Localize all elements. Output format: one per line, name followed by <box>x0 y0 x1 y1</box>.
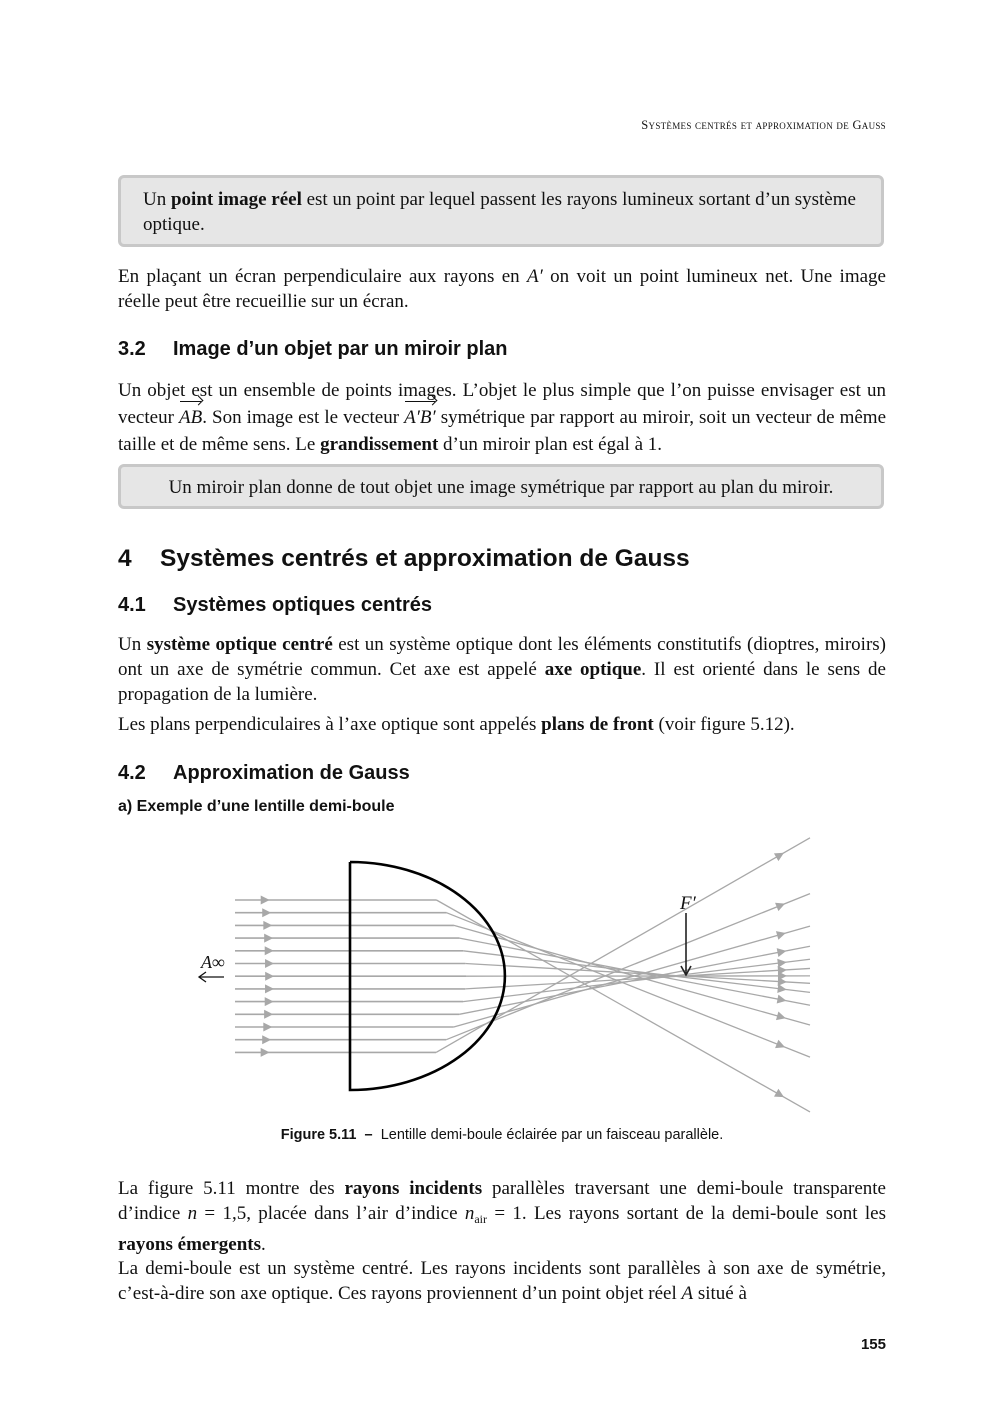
text: d’un miroir plan est égal à 1. <box>438 434 663 455</box>
text: . Il est orienté dans le sens de propagation de la lumière. <box>118 659 886 705</box>
section-title: Approximation de Gauss <box>173 762 410 784</box>
figure-caption <box>0 1127 1004 1143</box>
text: est un système optique dont les éléments constitutifs (dioptres, miroirs) ont un axe de symétrie commun. Cet axe est appelé <box>118 634 886 680</box>
paragraph <box>118 1256 886 1306</box>
math-subscript: air <box>474 1212 487 1226</box>
text: situé à <box>693 1283 747 1304</box>
page-number: 155 <box>860 1336 886 1353</box>
text: Les plans perpendiculaires à l’axe optique sont appelés <box>118 714 542 735</box>
section-number: 4.2 <box>118 762 146 784</box>
box-bold-term: point image réel <box>170 189 302 210</box>
section-number: 3.2 <box>118 338 146 360</box>
section-title: Systèmes optiques centrés <box>173 594 432 616</box>
paragraph <box>118 1176 886 1257</box>
section-number: 4.1 <box>118 594 146 616</box>
text: = 1. Les rayons sortant de la demi-boule sont les <box>487 1203 886 1224</box>
text: = 1,5, placée dans l’air d’indice <box>197 1203 465 1224</box>
text: En plaçant un écran perpendiculaire aux rayons en <box>118 266 528 287</box>
box-text: Un miroir plan donne de tout objet une image symétrique par rapport au plan du miroir. <box>168 477 834 498</box>
text: on voit un point lumineux net. Une image réelle peut être recueillie sur un écran. <box>118 266 886 312</box>
text: . Son image est le vecteur <box>202 407 405 428</box>
bold-term: axe optique <box>544 659 642 680</box>
section-number: 4 <box>118 545 132 572</box>
bold-term: système optique centré <box>146 634 333 655</box>
bold-term: grandissement <box>320 434 439 455</box>
text: Un objet est un ensemble de points images. L’objet le plus simple que l’on puisse envisager est un vecteur <box>118 380 886 428</box>
box-text: Un <box>143 189 171 210</box>
text: La demi-boule est un système centré. Les rayons incidents sont parallèles à son axe de symétrie, c’est-à-dire son axe optique. Ces rayons proviennent d’un point objet réel <box>118 1258 886 1304</box>
caption-label: Figure 5.11 <box>280 1127 357 1143</box>
vector-ab: AB <box>179 404 202 431</box>
box-text: est un point par lequel passent les rayons lumineux sortant d’un système optique. <box>143 189 856 235</box>
math-symbol: A′ <box>527 266 543 287</box>
label-object-at-infinity: A∞ <box>201 952 225 972</box>
bold-term: rayons émergents <box>118 1234 261 1255</box>
caption-text: Lentille demi-boule éclairée par un faisceau parallèle. <box>380 1127 724 1143</box>
caption-dash: – <box>364 1127 373 1143</box>
emergent-rays <box>436 838 810 1112</box>
text: La figure 5.11 montre des <box>118 1178 345 1199</box>
vector-a-prime-b-prime: A′B′ <box>404 404 436 431</box>
section-title: Image d’un objet par un miroir plan <box>173 338 508 360</box>
text: symétrique par rapport au miroir, soit un vecteur de même taille et de même sens. Le <box>118 407 887 455</box>
running-head: Systèmes centrés et approximation de Gauss <box>641 118 886 132</box>
math-symbol: A <box>681 1283 694 1304</box>
bold-term: rayons incidents <box>344 1178 483 1199</box>
label-focus-f-prime: F′ <box>680 893 696 914</box>
math-symbol: n <box>187 1203 198 1224</box>
text: Un <box>118 634 147 655</box>
text: (voir figure 5.12). <box>653 714 795 735</box>
math-symbol: n <box>464 1203 475 1224</box>
section-title: Systèmes centrés et approximation de Gauss <box>160 545 690 572</box>
bold-term: plans de front <box>541 714 654 735</box>
subsection-heading-a: a) Exemple d’une lentille demi-boule <box>118 798 395 815</box>
text: parallèles traversant une demi-boule transparente d’indice <box>118 1178 886 1224</box>
text: . <box>261 1234 266 1255</box>
